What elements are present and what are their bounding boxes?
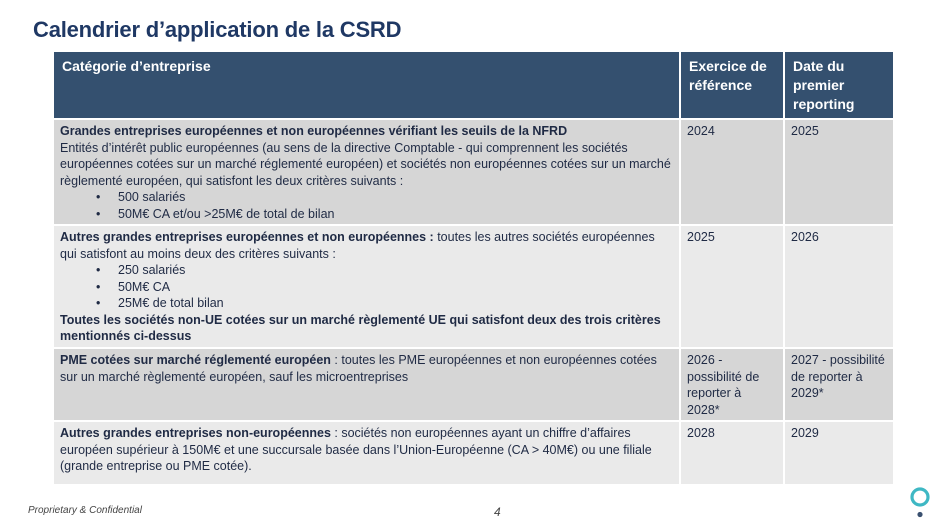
category-cell — [53, 119, 680, 225]
category-heading — [60, 352, 673, 385]
date-cell: 2027 - possibilité de reporter à 2029* — [784, 348, 894, 421]
category-extra: Toutes les sociétés non-UE cotées sur un marché règlementé UE qui satisfont deux des trois critères mentionnés ci-dessus — [60, 312, 661, 343]
category-description: : sociétés non européennes ayant un chiffre d’affaires européen supérieur à 150M€ et une succursale basée dans l’Union-Européenne (CA > 40M€) ou une filiale (grande entreprise ou PME cotée). — [60, 426, 652, 473]
criteria-list — [60, 189, 673, 222]
criteria-item: • 500 salariés — [118, 189, 673, 206]
category-title: Autres grandes entreprises européennes et non européennes : — [60, 230, 434, 244]
category-heading — [60, 229, 673, 262]
exercice-cell: 2028 — [680, 421, 784, 485]
header-category: Catégorie d’entreprise — [53, 51, 680, 119]
date-cell: 2026 — [784, 225, 894, 348]
category-title: PME cotées sur marché réglementé européen — [60, 353, 331, 367]
table-row — [53, 119, 894, 225]
table-row — [53, 348, 894, 421]
criteria-list — [60, 262, 673, 312]
exercice-cell: 2025 — [680, 225, 784, 348]
criteria-item: • 50M€ CA — [118, 279, 673, 296]
csrd-calendar-table — [52, 50, 895, 486]
category-cell — [53, 421, 680, 485]
date-cell: 2025 — [784, 119, 894, 225]
page-number: 4 — [494, 505, 501, 519]
category-description: : toutes les PME européennes et non européennes cotées sur un marché règlementé européen, sauf les microentreprises — [60, 353, 657, 384]
header-date: Date du premier reporting — [784, 51, 894, 119]
brand-logo-icon — [908, 486, 932, 520]
date-cell: 2029 — [784, 421, 894, 485]
table-header-row — [53, 51, 894, 119]
table-row — [53, 225, 894, 348]
criteria-item: • 250 salariés — [118, 262, 673, 279]
category-description: Entités d’intérêt public européennes (au sens de la directive Comptable - qui comprennent les sociétés européennes cotées sur un marché réglementé européen) et sociétés non européennes cotées sur un marché règlementé européen, qui satisfont les deux critères suivants : — [60, 140, 671, 188]
criteria-item: • 25M€ de total bilan — [118, 295, 673, 312]
header-exercice: Exercice de référence — [680, 51, 784, 119]
category-title: Grandes entreprises européennes et non européennes vérifiant les seuils de la NFRD — [60, 124, 568, 138]
category-cell — [53, 225, 680, 348]
category-title: Autres grandes entreprises non-européennes — [60, 426, 331, 440]
page-title: Calendrier d’application de la CSRD — [33, 17, 402, 42]
table-row — [53, 421, 894, 485]
category-heading — [60, 425, 673, 475]
confidential-label: Proprietary & Confidential — [28, 505, 142, 516]
criteria-item: • 50M€ CA et/ou >25M€ de total de bilan — [118, 206, 673, 223]
exercice-cell: 2026 - possibilité de reporter à 2028* — [680, 348, 784, 421]
category-description: toutes les autres sociétés européennes qui satisfont au moins deux des critères suivants : — [60, 230, 655, 261]
category-cell — [53, 348, 680, 421]
exercice-cell: 2024 — [680, 119, 784, 225]
